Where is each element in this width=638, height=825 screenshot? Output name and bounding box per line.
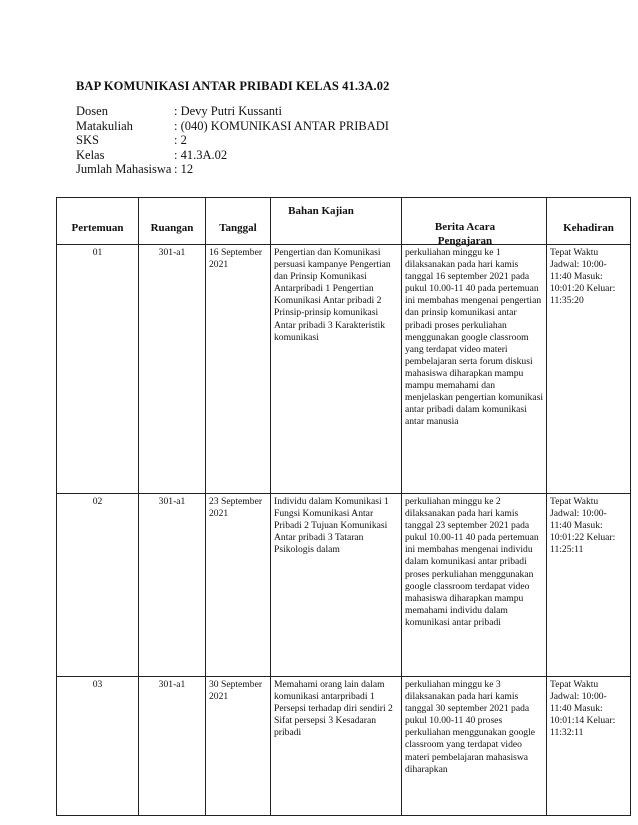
table-row <box>57 677 631 816</box>
cell-berita: perkuliahan minggu ke 1 dilaksanakan pada hari kamis tanggal 16 september 2021 pada pukul 10.00-11 40 pada pertemuan ini membahas mengenai pengertian dan prinsip komunikasi antar pribadi proses perkuliahan menggunakan google classroom yang terdapat video materi pembelajaran serta forum diskusi mahasiswa diharapkan mampu mampu memahami dan menjelaskan pengertian komunikasi antar pribadi dalam komunikasi antar manusia <box>402 245 547 494</box>
cell-tanggal: 16 September 2021 <box>206 245 271 494</box>
document-title: BAP KOMUNIKASI ANTAR PRIBADI KELAS 41.3A.02 <box>76 79 390 93</box>
cell-kehadiran: Tepat Waktu Jadwal: 10:00-11:40 Masuk: 10:01:14 Keluar: 11:32:11 <box>547 677 631 816</box>
cell-ruangan: 301-a1 <box>139 677 206 816</box>
header-bahan: Bahan Kajian <box>271 198 402 245</box>
meta-value: : 41.3A.02 <box>174 147 228 162</box>
cell-bahan: Pengertian dan Komunikasi persuasi kampanye Pengertian dan Prinsip Komunikasi Antarpribadi 1 Pengertian Komunikasi Antar pribadi 2 Prinsip-prinsip komunikasi Antar pribadi 3 Karakteristik komunikasi <box>271 245 402 494</box>
cell-ruangan: 301-a1 <box>139 494 206 677</box>
cell-pertemuan: 01 <box>57 245 139 494</box>
cell-pertemuan: 03 <box>57 677 139 816</box>
cell-pertemuan: 02 <box>57 494 139 677</box>
meta-key: Matakuliah <box>76 118 133 133</box>
cell-bahan: Individu dalam Komunikasi 1 Fungsi Komunikasi Antar Pribadi 2 Tujuan Komunikasi Antar pribadi 3 Tataran Psikologis dalam <box>271 494 402 677</box>
cell-kehadiran: Tepat Waktu Jadwal: 10:00-11:40 Masuk: 10:01:20 Keluar: 11:35:20 <box>547 245 631 494</box>
meta-row-dosen <box>76 104 389 119</box>
meta-row-jumlah <box>76 162 389 177</box>
cell-berita: perkuliahan minggu ke 3 dilaksanakan pada hari kamis tanggal 30 september 2021 pada pukul 10.00-11 40 proses perkuliahan menggunakan google classroom yang terdapat video materi pembelajaran mahasiswa diharapkan <box>402 677 547 816</box>
meta-block <box>76 104 389 177</box>
header-kehadiran: Kehadiran <box>547 198 631 245</box>
meta-row-matakuliah <box>76 119 389 134</box>
bap-table <box>56 197 631 816</box>
header-pertemuan: Pertemuan <box>57 198 139 245</box>
header-berita: Berita Acara Pengajaran <box>402 198 547 245</box>
cell-bahan: Memahami orang lain dalam komunikasi antarpribadi 1 Persepsi terhadap diri sendiri 2 Sifat persepsi 3 Kesadaran pribadi <box>271 677 402 816</box>
cell-ruangan: 301-a1 <box>139 245 206 494</box>
meta-value: : 12 <box>174 162 194 177</box>
meta-value: : 2 <box>174 133 187 148</box>
table-row <box>57 245 631 494</box>
meta-value: : (040) KOMUNIKASI ANTAR PRIBADI <box>174 118 389 133</box>
meta-key: Jumlah Mahasiswa <box>76 162 172 177</box>
meta-value: : Devy Putri Kussanti <box>174 104 282 118</box>
meta-row-sks <box>76 133 389 148</box>
header-ruangan: Ruangan <box>139 198 206 245</box>
meta-key: SKS <box>76 133 99 148</box>
meta-key: Kelas <box>76 147 105 162</box>
cell-tanggal: 30 September 2021 <box>206 677 271 816</box>
header-tanggal: Tanggal <box>206 198 271 245</box>
table-header-row <box>57 198 631 245</box>
meta-row-kelas <box>76 148 389 163</box>
meta-key: Dosen <box>76 104 108 118</box>
cell-kehadiran: Tepat Waktu Jadwal: 10:00-11:40 Masuk: 10:01:22 Keluar: 11:25:11 <box>547 494 631 677</box>
table-row <box>57 494 631 677</box>
cell-berita: perkuliahan minggu ke 2 dilaksanakan pada hari kamis tanggal 23 september 2021 pada pukul 10.00-11 40 pada pertemuan ini membahas mengenai individu dalam komunikasi antar pribadi proses perkuliahan menggunakan google classroom terdapat video mahasiswa diharapkan mampu memahami individu dalam komunikasi antar pribadi <box>402 494 547 677</box>
cell-tanggal: 23 September 2021 <box>206 494 271 677</box>
